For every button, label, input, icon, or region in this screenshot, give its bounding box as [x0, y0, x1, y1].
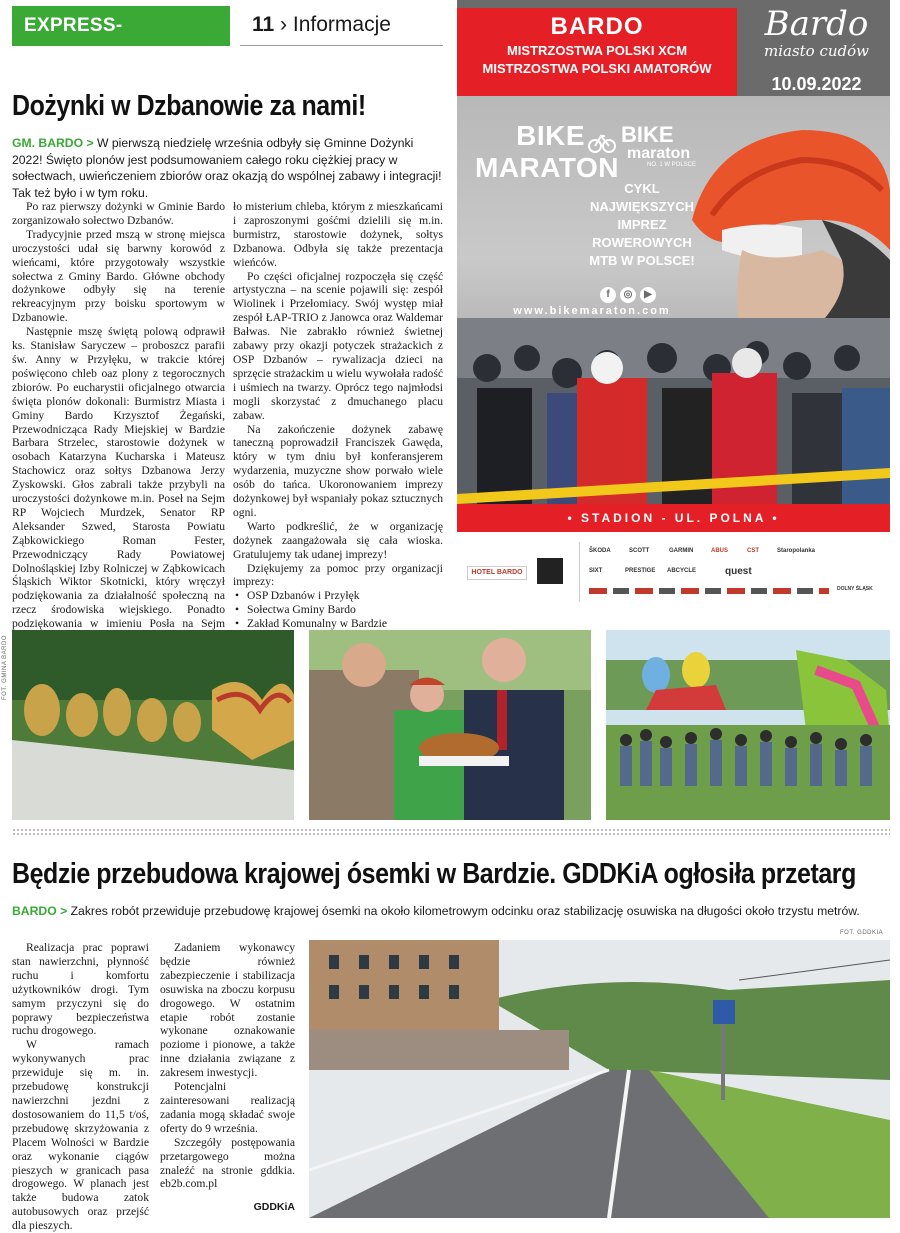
sponsor-item: GARMIN	[669, 548, 694, 554]
ad-line1: MISTRZOSTWA POLSKI XCM	[506, 43, 688, 58]
ad-date: 10.09.2022	[771, 74, 862, 94]
bike-icon	[587, 126, 617, 156]
sponsor-small-logos	[589, 588, 829, 594]
paragraph: Na zakończenie dożynek zabawę taneczną poprowadził Franciszek Gawęda, który w tym dniu był konferansjerem wydarzenia, muzyczne show porwało wiele osób do tańca. Ukoronowaniem imprezy dożynkowej był wspaniały pokaz sztucznych ogni.	[233, 422, 443, 519]
road-photo	[309, 940, 890, 1218]
paragraph: W ramach wykonywanych prac przewiduje się m. in. przebudowę konstrukcji nawierzchni jezdni z dostosowaniem do 11,5 t/oś, przebudowę skrzyżowania z Placem Wolności w Bardzie oraz wykonanie ciągów pieszych w granicach pasa drogowego. W planach jest także budowa zatok autobusowych oraz przejść dla pieszych.	[12, 1038, 149, 1233]
ad-social-icons	[600, 284, 660, 302]
youtube-icon[interactable]: ▶	[640, 287, 656, 303]
ad-venue-banner: • STADION - UL. POLNA •	[457, 504, 890, 532]
bread-ceremony-photo	[309, 630, 591, 820]
sponsor-item: CST	[747, 548, 759, 554]
section-divider	[12, 828, 890, 836]
sponsor-hotel-bardo: HOTEL BARDO	[467, 566, 527, 580]
ad-bike-maraton-title: BIKE MARATON	[475, 120, 620, 183]
paragraph: Po raz pierwszy dożynki w Gminie Bardo zorganizowało sołectwo Dzbanów.	[12, 200, 225, 227]
ad-cycle-text: CYKL NAJWIĘKSZYCH IMPREZ ROWEROWYCH MTB W POLSCE!	[589, 181, 695, 268]
paragraph: Zadaniem wykonawcy będzie również zabezpieczenie i stabilizacja osuwiska na zboczu korpusu drogowego. W ostatnim etapie robót zostanie wykonane oznakowanie poziome i pionowe, a także inne działania związane z zakresem inwestycji.	[160, 941, 295, 1080]
photo-credit: FOT. GDDKIA	[840, 930, 884, 936]
paragraph: Potencjalni zainteresowani realizacją zadania mogą składać swoje oferty do 9 września.	[160, 1080, 295, 1135]
article1-lead	[12, 135, 442, 201]
ad-sponsors-strip	[457, 536, 890, 606]
sponsor-item: DOLNY ŚLĄSK	[837, 586, 873, 592]
photo-credit: FOT. GMINA BARDO	[2, 634, 8, 700]
paragraph: Warto podkreślić, że w organizację dożynek zaangażowała się cała wioska. Gratulujemy tak udanej imprezy!	[233, 519, 443, 561]
sponsor-item: quest	[725, 566, 752, 577]
article2-kicker: BARDO >	[12, 904, 68, 918]
sponsor-item: ABUS	[711, 548, 729, 554]
header-rule	[240, 45, 443, 46]
article2-column-2	[160, 941, 295, 1215]
list-item: • Zakład Komunalny w Bardzie	[233, 617, 443, 631]
article2-lead	[12, 903, 890, 919]
list-item: • Sołectwa Gminy Bardo	[233, 603, 443, 617]
paragraph: ło misterium chleba, którym z mieszkańcami i zaproszonymi gośćmi dzielili się m.in. burmistrz, starostowie dożynek, sołtys Dzbanowa. Odbyła się także prezentacja wieńców.	[233, 200, 443, 269]
article1-column-2	[233, 200, 443, 653]
festival-crowd-photo	[606, 630, 890, 820]
list-item: • OSP Dzbanów i Przyłęk	[233, 589, 443, 603]
thanks-list	[233, 589, 443, 631]
paragraph: Tradycyjnie przed mszą w stronę miejsca uroczystości udał się barwny korowód z wieńcami, które przygotowały wszystkie sołectwa z Gminy Bardo. Główne obchody dożynkowe odbyły się na terenie rekreacyjnym przy boisku sportowym w Dzbanowie.	[12, 227, 225, 325]
ad-website-link[interactable]: www.bikemaraton.com	[513, 305, 671, 317]
article2-signature: GDDKiA	[253, 1201, 295, 1214]
paragraph: Realizacja prac poprawi stan nawierzchni, płynność ruchu i komfortu użytkowników drogi. Tym samym przyczyni się do poprawy bezpieczeństwa ruchu drogowego.	[12, 941, 149, 1038]
sponsor-item: SIXT	[589, 568, 603, 574]
logo-bike-word: BIKE	[621, 122, 674, 147]
ad-line2: MISTRZOSTWA POLSKI AMATORÓW	[482, 61, 712, 76]
sponsor-divider	[579, 542, 580, 602]
section-name: › Informacje	[280, 13, 391, 36]
logo-tagline: NO. 1 W POLSCE	[647, 162, 697, 168]
paragraph: Szczegóły postępowania przetargowego można znaleźć na stronie gddkia. eb2b.com.pl	[160, 1135, 295, 1191]
instagram-icon[interactable]: ◎	[620, 287, 636, 303]
bike-maraton-ad[interactable]	[457, 0, 890, 612]
bike-maraton-logo	[587, 122, 707, 168]
article2-title: Będzie przebudowa krajowej ósemki w Bardzie. GDDKiA ogłosiła przetarg	[12, 858, 856, 890]
paragraph: Dziękujemy za pomoc przy organizacji imprezy:	[233, 561, 443, 589]
sponsor-item: ŠKODA	[589, 548, 611, 554]
bardo-logo: Bardo	[764, 4, 869, 44]
ad-title-box	[457, 8, 737, 96]
site-brand[interactable]: EXPRESS-MIEJSKI.PL	[12, 6, 230, 46]
paragraph: Następnie mszę świętą polową odprawił ks. Stanisław Saryczew – proboszcz parafii św. Anny w Przyłęku, w trakcie której poświęcono chleb oaz plony z tegorocznych zbiorów. Po eucharystii oficjalnego otwarcia święta plonów dokonali: Burmistrz Miasta i Gminy Bardo Krzysztof Żegański, Przewodnicząca Rady Miejskiej w Bardzie Barbara Strzelec, starostowie dożynek w osobach Katarzyna Kucharska i Mateusz Stachowicz oraz sołtys Dzbanowa Jerzy Zyskowski. Głos zabrali także przybyli na uroczystości dożynkowe m.in. Poseł na Sejm RP Wojciech Murdzek, Senator RP Aleksander Szwed, Starosta Powiatu Ząbkowickiego Roman Fester, Przewodniczący Rady Powiatowej Dolnośląskiej Izby Rolniczej w Ząbkowicach Śląskich Wiktor Skotnicki, który wręczył podziękowania za działalność społeczną na rzecz środowiska wiejskiego. Ponadto podziękowania w imieniu Posła na Sejm	[12, 325, 225, 631]
sponsor-item: SCOTT	[629, 548, 650, 554]
page-number: 11	[252, 13, 275, 36]
facebook-icon[interactable]: f	[600, 287, 616, 303]
paragraph: Po części oficjalnej rozpoczęła się część artystyczna – na scenie pojawili się: zespół Wiolinek i Przełomiacy. Swój występ miał zespół ŁAP-TRIO z Janowca oraz Waldemar Bałwas. Nie zabrakło również świetnej zabawy przy okazji potyczek strażackich z OSP Dzbanów – rywalizacja dzieci na sprzęcie strażackim u wielu wywołała radość i uśmiech na twarzy. Oprócz tego najmłodsi mogli skorzystać z dmuchanego placu zabaw.	[233, 269, 443, 422]
article2-lead-text: Zakres robót przewiduje przebudowę krajowej ósemki na około kilometrowym odcinku oraz stabilizację osuwiska na długości około trzystu metrów.	[70, 904, 860, 918]
article1-column-1	[12, 200, 225, 673]
bardo-logo-sub: miasto cudów	[763, 42, 870, 60]
sponsor-item: ABCYCLE	[667, 568, 697, 574]
logo-maraton-word: maraton	[627, 145, 691, 162]
sponsor-logo-dark	[537, 558, 563, 584]
article1-lead-text: W pierwszą niedzielę września odbyły się Gminne Dożynki 2022! Święto plonów jest podsumowaniem całego roku ciężkiej pracy w sołectwach, uwieńczeniem zbiorów oraz okazją do wspólnej zabawy i integracji! Tak też było i w tym roku.	[12, 136, 442, 200]
article2-column-1	[12, 941, 149, 1233]
sponsor-item: Staropolanka	[777, 548, 816, 554]
sponsor-item: PRESTIGE	[625, 568, 656, 574]
harvest-wreaths-photo	[12, 630, 294, 820]
page-header	[252, 10, 391, 40]
ad-city: BARDO	[550, 13, 644, 40]
article1-kicker: GM. BARDO >	[12, 136, 94, 150]
article1-title: Dożynki w Dzbanowie za nami!	[12, 90, 366, 122]
riders-photo	[457, 318, 890, 504]
